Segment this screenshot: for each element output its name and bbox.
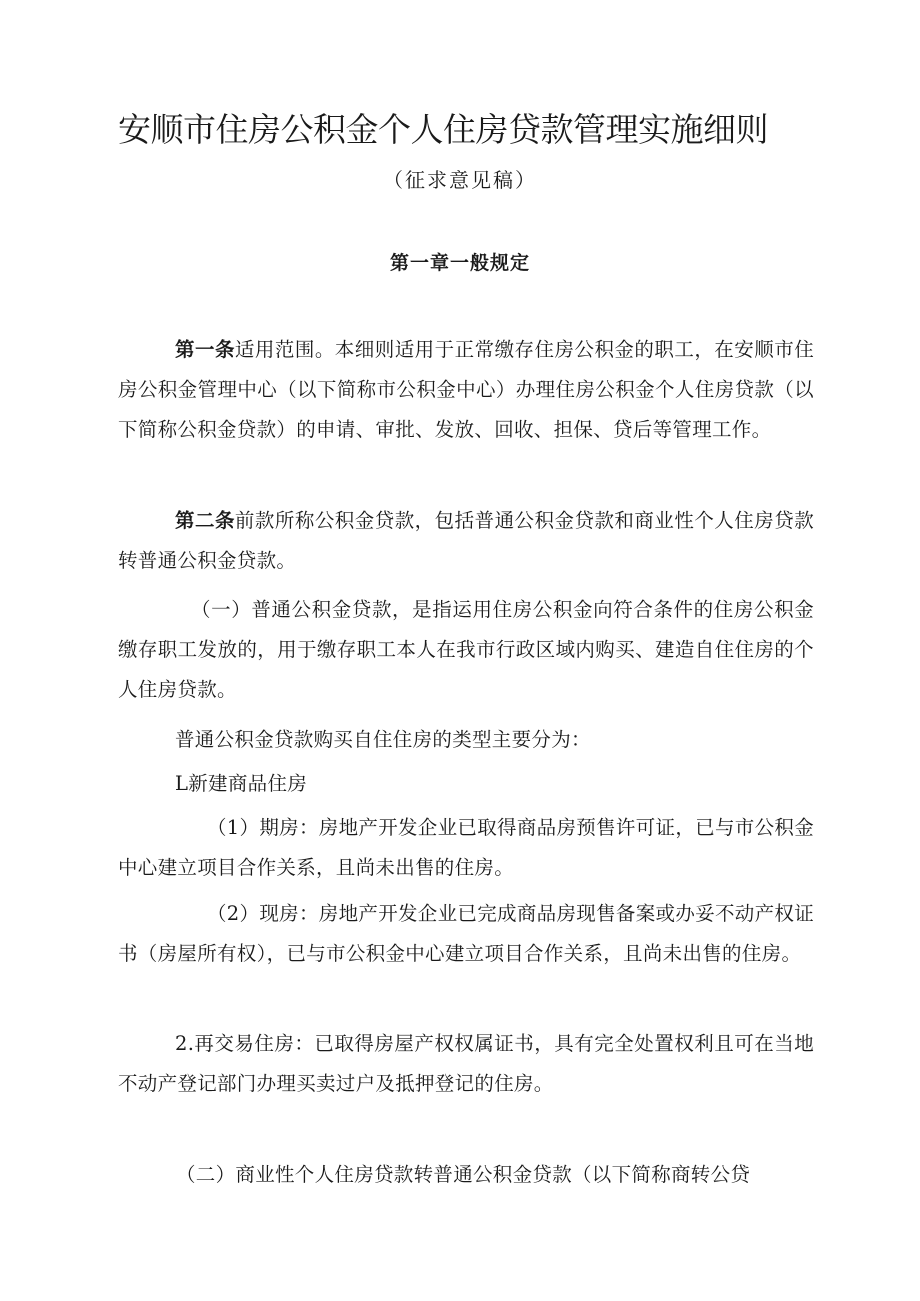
types-intro-paragraph: 普通公积金贷款购买自住住房的类型主要分为： bbox=[175, 728, 591, 751]
type-1-sub-1-paragraph: （1）期房：房地产开发企业已取得商品房预售许可证，已与市公积金中心建立项目合作关系，且尚未出售的住房。 bbox=[118, 816, 814, 879]
type-1-sub-2-paragraph: （2）现房：房地产开发企业已完成商品房现售备案或办妥不动产权证书（房屋所有权），已与市公积金中心建立项目合作关系，且尚未出售的住房。 bbox=[118, 902, 814, 965]
article-1-paragraph bbox=[118, 330, 814, 450]
document-subtitle: （征求意见稿） bbox=[383, 168, 537, 192]
item-1-paragraph: （一）普通公积金贷款，是指运用住房公积金向符合条件的住房公积金缴存职工发放的，用于缴存职工本人在我市行政区域内购买、建造自住住房的个人住房贷款。 bbox=[118, 598, 814, 701]
article-2-text: 前款所称公积金贷款，包括普通公积金贷款和商业性个人住房贷款转普通公积金贷款。 bbox=[118, 509, 814, 572]
type-1-heading: L新建商品住房 bbox=[175, 772, 308, 795]
article-1-label: 第一条 bbox=[175, 338, 235, 361]
chapter-heading: 第一章一般规定 bbox=[389, 252, 530, 274]
article-2-label: 第二条 bbox=[175, 509, 235, 532]
article-1-text: 适用范围。本细则适用于正常缴存住房公积金的职工，在安顺市住房公积金管理中心（以下简称市公积金中心）办理住房公积金个人住房贷款（以下简称公积金贷款）的申请、审批、发放、回收、担保、贷后等管理工作。 bbox=[118, 338, 814, 441]
item-2-paragraph: （二）商业性个人住房贷款转普通公积金贷款（以下简称商转公贷 bbox=[176, 1163, 751, 1186]
type-2-paragraph: 2.再交易住房：已取得房屋产权权属证书，具有完全处置权利且可在当地不动产登记部门办理买卖过户及抵押登记的住房。 bbox=[118, 1032, 814, 1095]
document-title: 安顺市住房公积金个人住房贷款管理实施细则 bbox=[118, 110, 768, 149]
article-2-paragraph bbox=[118, 501, 814, 581]
